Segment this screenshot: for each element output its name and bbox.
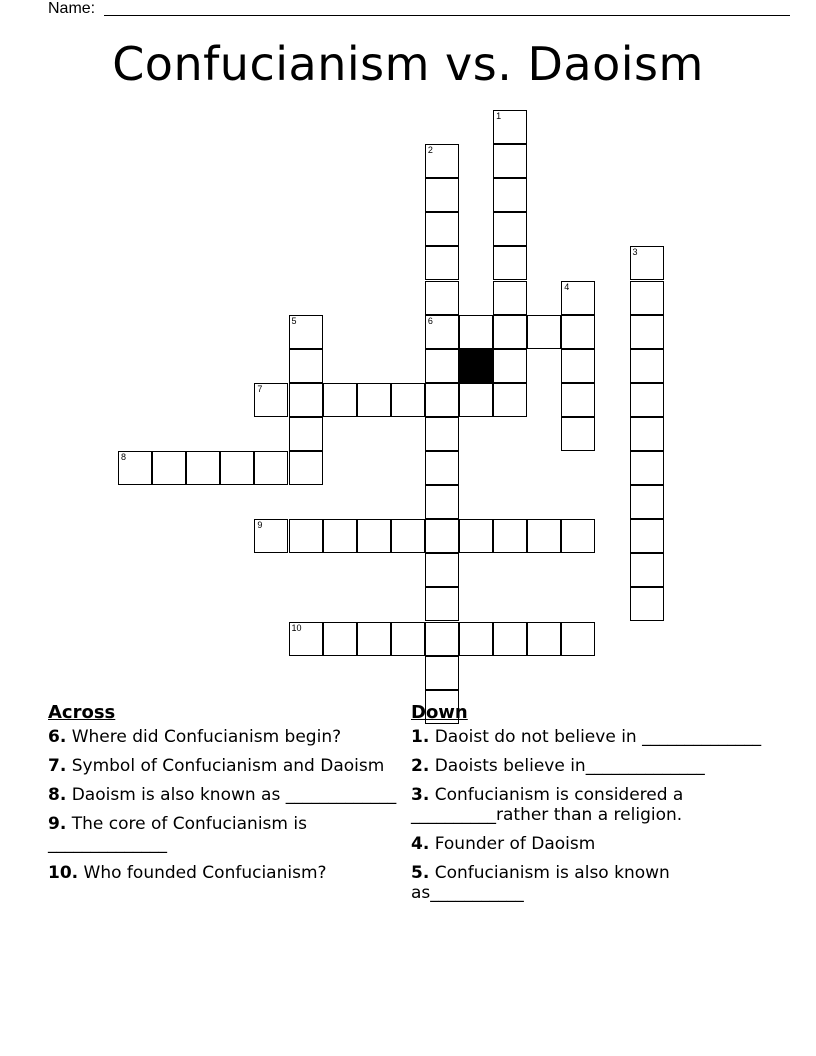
- cell-number: 2: [427, 145, 433, 156]
- clue-text: Confucianism is also known as___________: [411, 863, 670, 903]
- grid-cell[interactable]: [630, 451, 664, 485]
- across-clue-7: 7. Symbol of Confucianism and Daoism: [48, 756, 385, 776]
- cell-number: 10: [291, 622, 302, 633]
- cell-number: 1: [496, 111, 502, 121]
- cell-number: 9: [257, 520, 263, 531]
- clue-number: 9: [48, 814, 60, 834]
- grid-cell[interactable]: [561, 622, 595, 656]
- grid-cell[interactable]: [459, 315, 493, 349]
- grid-cell[interactable]: [527, 315, 561, 349]
- clue-text: Who founded Confucianism?: [78, 863, 327, 883]
- grid-cell[interactable]: [425, 281, 459, 315]
- grid-cell[interactable]: [357, 519, 391, 553]
- grid-cell[interactable]: [425, 417, 459, 451]
- cell-number: 6: [427, 315, 433, 326]
- down-heading: Down: [411, 702, 468, 723]
- across-clues: [48, 702, 398, 892]
- clue-text: The core of Confucianism is ______________: [48, 814, 307, 854]
- down-clues: [411, 702, 771, 912]
- grid-cell[interactable]: [425, 212, 459, 246]
- clue-text: Where did Confucianism begin?: [66, 727, 342, 747]
- clue-number: 2: [411, 756, 423, 776]
- grid-cell[interactable]: [289, 383, 323, 417]
- across-heading: Across: [48, 702, 116, 723]
- grid-cell[interactable]: [357, 622, 391, 656]
- clue-text: Daoism is also known as _____________: [66, 785, 397, 805]
- clue-number: 5: [411, 863, 423, 883]
- grid-cell[interactable]: [425, 587, 459, 621]
- grid-cell[interactable]: [289, 451, 323, 485]
- grid-cell[interactable]: [254, 383, 288, 417]
- grid-cell[interactable]: [493, 144, 527, 178]
- cell-number: 8: [121, 452, 127, 462]
- grid-cell[interactable]: [493, 622, 527, 656]
- grid-cell[interactable]: [493, 110, 527, 144]
- grid-cell[interactable]: [630, 246, 664, 280]
- grid-cell[interactable]: [391, 622, 425, 656]
- black-square: [459, 349, 493, 383]
- grid-cell[interactable]: [425, 246, 459, 280]
- grid-cell[interactable]: [425, 553, 459, 587]
- grid-cell[interactable]: [425, 519, 459, 553]
- grid-cell[interactable]: [425, 656, 459, 690]
- cell-number: 3: [632, 247, 638, 258]
- grid-cell[interactable]: [493, 349, 527, 383]
- grid-cell[interactable]: [630, 485, 664, 519]
- grid-cell[interactable]: [289, 315, 323, 349]
- grid-cell[interactable]: [561, 349, 595, 383]
- grid-cell[interactable]: [323, 519, 357, 553]
- grid-cell[interactable]: [425, 315, 459, 349]
- grid-cell[interactable]: [425, 485, 459, 519]
- clue-text: Daoists believe in______________: [429, 756, 705, 776]
- grid-cell[interactable]: [323, 383, 357, 417]
- across-clue-6: 6. Where did Confucianism begin?: [48, 727, 342, 747]
- grid-cell[interactable]: [289, 349, 323, 383]
- grid-cell[interactable]: [357, 383, 391, 417]
- grid-cell[interactable]: [493, 246, 527, 280]
- down-clue-4: 4. Founder of Daoism: [411, 834, 596, 854]
- clue-number: 10: [48, 863, 72, 883]
- grid-cell[interactable]: [459, 383, 493, 417]
- grid-cell[interactable]: [561, 281, 595, 315]
- grid-cell[interactable]: [630, 587, 664, 621]
- grid-cell[interactable]: [630, 315, 664, 349]
- grid-cell[interactable]: [254, 519, 288, 553]
- grid-cell[interactable]: [118, 451, 152, 485]
- grid-cell[interactable]: [391, 383, 425, 417]
- grid-cell[interactable]: [493, 383, 527, 417]
- grid-cell[interactable]: [561, 315, 595, 349]
- grid-cell[interactable]: [289, 417, 323, 451]
- clue-number: 6: [48, 727, 60, 747]
- grid-cell[interactable]: [630, 519, 664, 553]
- cell-number: 7: [257, 383, 263, 394]
- grid-cell[interactable]: [459, 622, 493, 656]
- grid-cell[interactable]: [561, 519, 595, 553]
- clue-number: 1: [411, 727, 423, 747]
- down-clue-3: 3. Confucianism is considered a __________rather than a religion.: [411, 785, 684, 825]
- cell-number: 5: [291, 315, 297, 326]
- across-clue-9: 9. The core of Confucianism is ______________: [48, 814, 307, 854]
- grid-cell[interactable]: [425, 383, 459, 417]
- grid-cell[interactable]: [493, 178, 527, 212]
- grid-cell[interactable]: [630, 417, 664, 451]
- grid-cell[interactable]: [493, 212, 527, 246]
- grid-cell[interactable]: [289, 622, 323, 656]
- grid-cell[interactable]: [254, 451, 288, 485]
- clue-text: Symbol of Confucianism and Daoism: [66, 756, 385, 776]
- grid-cell[interactable]: [323, 622, 357, 656]
- grid-cell[interactable]: [630, 553, 664, 587]
- name-label: Name:: [48, 0, 96, 17]
- grid-cell[interactable]: [493, 281, 527, 315]
- down-clue-2: 2. Daoists believe in______________: [411, 756, 705, 776]
- grid-cell[interactable]: [459, 519, 493, 553]
- grid-cell[interactable]: [425, 622, 459, 656]
- grid-cell[interactable]: [630, 349, 664, 383]
- clue-number: 4: [411, 834, 423, 854]
- grid-cell[interactable]: [425, 451, 459, 485]
- cell-number: 4: [564, 281, 570, 292]
- clue-text: Daoist do not believe in ______________: [429, 727, 762, 747]
- down-clue-1: 1. Daoist do not believe in ______________: [411, 727, 762, 747]
- grid-cell[interactable]: [425, 178, 459, 212]
- grid-cell[interactable]: [220, 451, 254, 485]
- grid-cell[interactable]: [152, 451, 186, 485]
- clue-number: 3: [411, 785, 423, 805]
- grid-cell[interactable]: [493, 315, 527, 349]
- down-clue-5: 5. Confucianism is also known as___________: [411, 863, 670, 903]
- clue-number: 7: [48, 756, 60, 776]
- grid-cell[interactable]: [493, 519, 527, 553]
- grid-cell[interactable]: [186, 451, 220, 485]
- grid-cell[interactable]: [425, 144, 459, 178]
- across-clue-8: 8. Daoism is also known as _____________: [48, 785, 397, 805]
- grid-cell[interactable]: [527, 519, 561, 553]
- grid-cell[interactable]: [289, 519, 323, 553]
- grid-cell[interactable]: [561, 383, 595, 417]
- clue-text: Confucianism is considered a __________rather than a religion.: [411, 785, 684, 825]
- across-clue-10: 10. Who founded Confucianism?: [48, 863, 327, 883]
- clue-text: Founder of Daoism: [429, 834, 596, 854]
- grid-cell[interactable]: [630, 383, 664, 417]
- grid-cell[interactable]: [561, 417, 595, 451]
- grid-cell[interactable]: [527, 622, 561, 656]
- grid-cell[interactable]: [425, 349, 459, 383]
- clue-number: 8: [48, 785, 60, 805]
- page-title: Confucianism vs. Daoism: [112, 37, 704, 91]
- grid-cell[interactable]: [391, 519, 425, 553]
- grid-cell[interactable]: [630, 281, 664, 315]
